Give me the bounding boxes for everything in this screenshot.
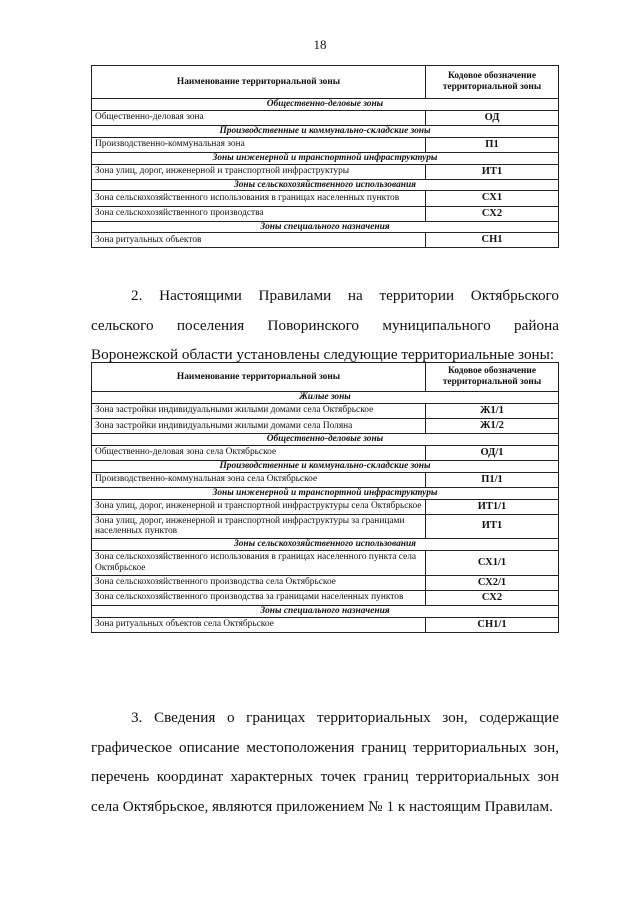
zone-row [92,164,559,179]
zone-name: Зона сельскохозяйственного производства села Октябрьское [92,575,426,590]
zone-row [92,403,559,418]
zone-row [92,191,559,206]
zone-group-title: Производственные и коммунально-складские зоны [92,460,559,472]
zone-group-row [92,221,559,233]
zone-group-row [92,125,559,137]
zone-row [92,110,559,125]
zone-name: Зона ритуальных объектов села Октябрьское [92,617,426,632]
zone-row [92,233,559,248]
zone-group-title: Общественно-деловые зоны [92,433,559,445]
table-body [92,99,559,248]
zone-code: ИТ1 [426,164,559,179]
zone-group-row [92,605,559,617]
zone-code: ОД [426,110,559,125]
zone-code: СХ2/1 [426,575,559,590]
zone-group-row [92,460,559,472]
zone-code: Ж1/2 [426,418,559,433]
zone-code: СХ1/1 [426,551,559,576]
paragraph-3: 3. Сведения о границах территориальных зон, содержащие графическое описание местоположения границ территориальных зон, перечень координат характерных точек границ территориальных зон села Октябрьское, являются приложением № 1 к настоящим Правилам. [91,709,559,815]
zone-group-title: Зоны специального назначения [92,605,559,617]
zone-name: Зона улиц, дорог, инженерной и транспортной инфраструктуры за границами населенных пунктов [92,514,426,539]
zone-group-title: Производственные и коммунально-складские зоны [92,125,559,137]
zone-group-title: Жилые зоны [92,392,559,404]
zone-group-row [92,392,559,404]
zone-group-title: Зоны специального назначения [92,221,559,233]
zone-code: СХ2 [426,206,559,221]
zone-code-column-header: Кодовое обозначение территориальной зоны [426,363,559,392]
zone-code: ИТ1/1 [426,499,559,514]
table-header-row [92,66,559,99]
zone-row [92,575,559,590]
zone-row [92,137,559,152]
zone-code: СХ2 [426,590,559,605]
table-body [92,392,559,633]
zone-group-row [92,539,559,551]
zone-row [92,445,559,460]
zone-name: Зона улиц, дорог, инженерной и транспортной инфраструктуры села Октябрьское [92,499,426,514]
zone-row [92,206,559,221]
zone-name: Зона застройки индивидуальными жилыми домами села Поляна [92,418,426,433]
territorial-zones-table-2 [91,362,559,633]
zone-row [92,617,559,632]
zone-row [92,551,559,576]
zone-code: Ж1/1 [426,403,559,418]
paragraph-2: 2. Настоящими Правилами на территории Октябрьского сельского поселения Поворинского муниципального района Воронежской области установлены следующие территориальные зоны: [91,287,559,363]
zone-group-title: Зоны инженерной и транспортной инфраструктуры [92,152,559,164]
zone-group-row [92,179,559,191]
zone-group-title: Зоны инженерной и транспортной инфраструктуры [92,487,559,499]
zone-name: Зона улиц, дорог, инженерной и транспортной инфраструктуры [92,164,426,179]
zone-row [92,418,559,433]
zone-name: Зона сельскохозяйственного производства [92,206,426,221]
zone-code: П1 [426,137,559,152]
table-header-row [92,363,559,392]
zone-row [92,590,559,605]
zone-group-row [92,152,559,164]
zone-code: СН1 [426,233,559,248]
zone-group-title: Зоны сельскохозяйственного использования [92,179,559,191]
territorial-zones-table-1 [91,65,559,248]
zone-code: СХ1 [426,191,559,206]
zone-group-title: Зоны сельскохозяйственного использования [92,539,559,551]
page-number: 18 [313,37,327,52]
zone-code-column-header: Кодовое обозначение территориальной зоны [426,66,559,99]
zone-name: Общественно-деловая зона [92,110,426,125]
zone-row [92,499,559,514]
zone-group-row [92,487,559,499]
zone-code: ОД/1 [426,445,559,460]
zone-name-column-header: Наименование территориальной зоны [92,363,426,392]
zone-group-row [92,433,559,445]
zone-group-row [92,99,559,111]
zone-name: Зона сельскохозяйственного производства за границами населенных пунктов [92,590,426,605]
zone-group-title: Общественно-деловые зоны [92,99,559,111]
zone-code: СН1/1 [426,617,559,632]
zone-name: Зона ритуальных объектов [92,233,426,248]
zone-name: Производственно-коммунальная зона села Октябрьское [92,472,426,487]
zone-name-column-header: Наименование территориальной зоны [92,66,426,99]
zone-name: Зона сельскохозяйственного использования в границах населенного пункта села Октябрьское [92,551,426,576]
zone-code: ИТ1 [426,514,559,539]
zone-code: П1/1 [426,472,559,487]
zone-row [92,514,559,539]
zone-row [92,472,559,487]
zone-name: Общественно-деловая зона села Октябрьское [92,445,426,460]
zone-name: Производственно-коммунальная зона [92,137,426,152]
zone-name: Зона застройки индивидуальными жилыми домами села Октябрьское [92,403,426,418]
zone-name: Зона сельскохозяйственного использования в границах населенных пунктов [92,191,426,206]
